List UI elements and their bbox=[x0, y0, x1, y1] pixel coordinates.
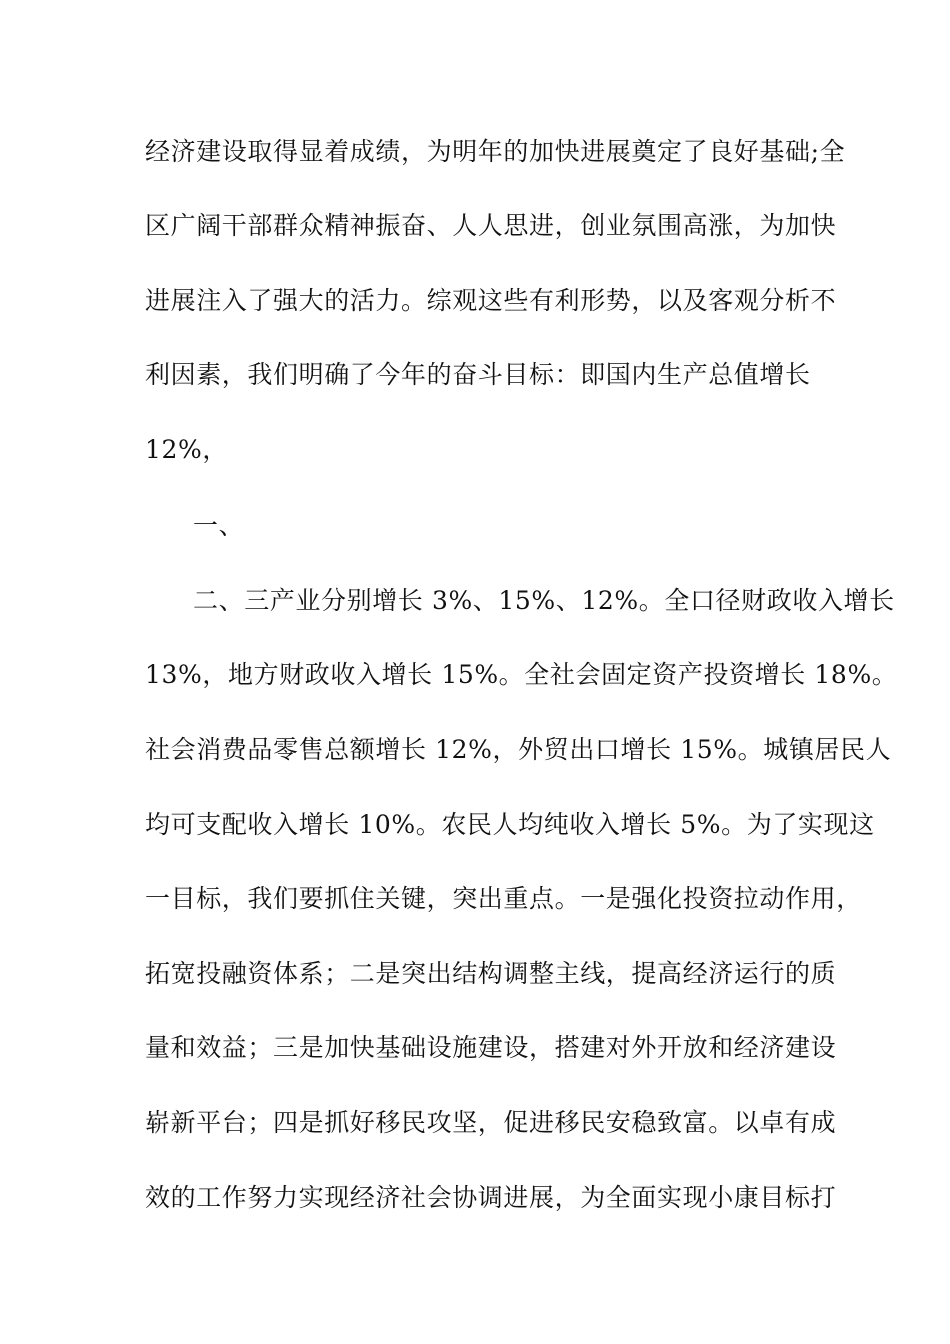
text-line: 区广阔干部群众精神振奋、人人思进，创业氛围高涨，为加快 bbox=[145, 211, 837, 240]
text-line: 量和效益；三是加快基础设施建设，搭建对外开放和经济建设 bbox=[145, 1033, 837, 1062]
text-line: 进展注入了强大的活力。综观这些有利形势，以及客观分析不 bbox=[145, 286, 837, 315]
text-line: 经济建设取得显着成绩，为明年的加快进展奠定了良好基础;全 bbox=[145, 137, 846, 166]
section-number: 一、 bbox=[193, 511, 245, 540]
text-line: 利因素，我们明确了今年的奋斗目标：即国内生产总值增长 bbox=[145, 360, 811, 389]
text-line: 均可支配收入增长 10%。农民人均纯收入增长 5%。为了实现这 bbox=[145, 810, 875, 839]
text-line: 一目标，我们要抓住关键，突出重点。一是强化投资拉动作用， bbox=[145, 884, 862, 913]
text-line: 12%， bbox=[145, 435, 228, 464]
text-line: 拓宽投融资体系；二是突出结构调整主线，提高经济运行的质 bbox=[145, 959, 837, 988]
text-line: 崭新平台；四是抓好移民攻坚，促进移民安稳致富。以卓有成 bbox=[145, 1108, 837, 1137]
text-line: 社会消费品零售总额增长 12%，外贸出口增长 15%。城镇居民人 bbox=[145, 735, 892, 764]
text-line: 效的工作努力实现经济社会协调进展，为全面实现小康目标打 bbox=[145, 1183, 837, 1212]
text-line: 二、三产业分别增长 3%、15%、12%。全口径财政收入增长 bbox=[193, 586, 895, 615]
text-line: 13%，地方财政收入增长 15%。全社会固定资产投资增长 18%。 bbox=[145, 660, 898, 689]
